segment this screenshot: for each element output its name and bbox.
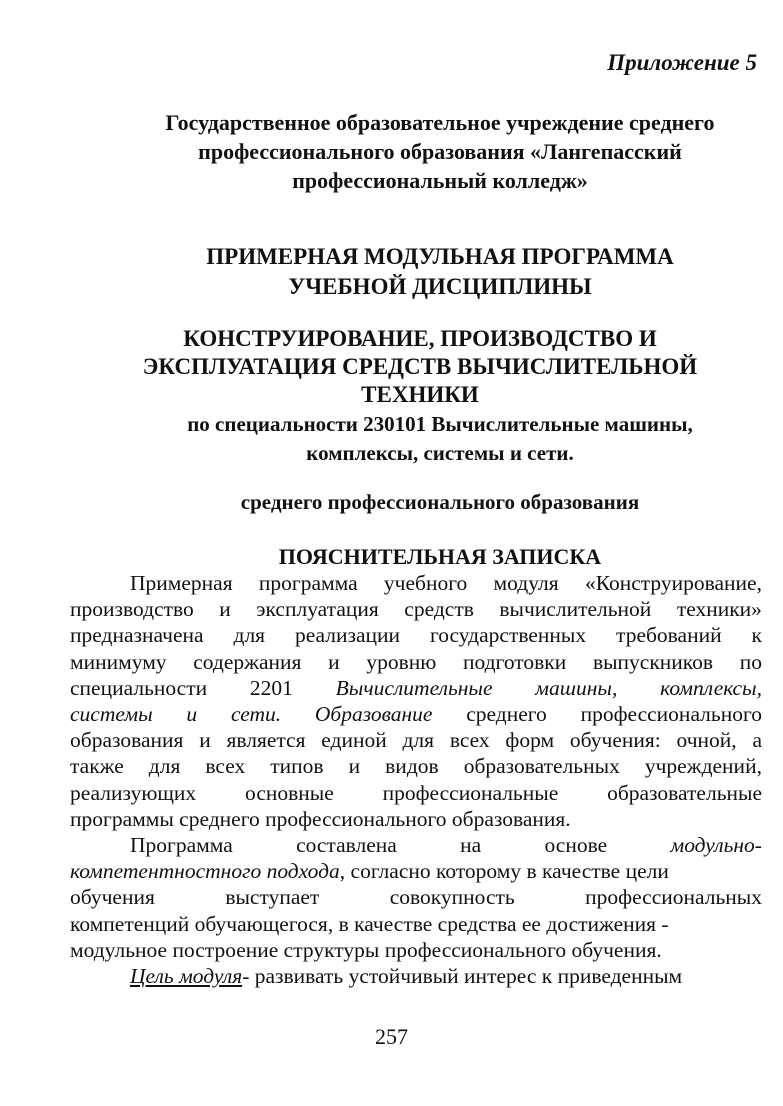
text-line: системы и сети. Образование среднего профессионального (70, 702, 762, 727)
specialty-line: комплексы, системы и сети. (306, 441, 574, 465)
explanatory-note-body (70, 570, 762, 989)
text-line: минимуму содержания и уровню подготовки выпускников по (70, 649, 762, 674)
subject-line: ТЕХНИКИ (361, 382, 479, 407)
text-line: компетентностного подхода , согласно которому в качестве цели (70, 859, 669, 884)
institution-line: профессионального образования «Лангепасский (198, 139, 682, 164)
page-number: 257 (375, 1024, 408, 1049)
specialty (120, 410, 760, 468)
text-line: образования и является единой для всех форм обучения: очной, а (70, 728, 762, 753)
text-line: предназначена для реализации государственных требований к (70, 623, 762, 648)
text-line: программы среднего профессионального образования. (70, 806, 571, 831)
program-title (120, 242, 760, 302)
appendix-label: Приложение 5 (607, 50, 757, 75)
subject-line: КОНСТРУИРОВАНИЕ, ПРОИЗВОДСТВО И (183, 326, 657, 351)
subject-line: ЭКСПЛУАТАЦИЯ СРЕДСТВ ВЫЧИСЛИТЕЛЬНОЙ (142, 354, 698, 379)
text-line: Программа составлена на основе модульно- (130, 833, 762, 858)
specialty-line: по специальности 230101 Вычислительные машины, (187, 412, 693, 436)
text-line: модульное построение структуры профессионального обучения. (70, 937, 662, 962)
text-line: Примерная программа учебного модуля «Конструирование, (130, 571, 762, 595)
text-line: компетенций обучающегося, в качестве средства ее достижения - (70, 911, 669, 936)
explanatory-note-heading: ПОЯСНИТЕЛЬНАЯ ЗАПИСКА (278, 544, 602, 569)
text-line: реализующих основные профессиональные образовательные (70, 780, 762, 805)
text-line: специальности 2201 Вычислительные машины, комплексы, (70, 675, 762, 700)
title-line: УЧЕБНОЙ ДИСЦИПЛИНЫ (288, 274, 592, 299)
text-line: Цель модуля - развивать устойчивый интерес к приведенным (130, 964, 683, 989)
discipline-name (60, 325, 780, 409)
institution-line: профессиональный колледж» (292, 168, 588, 193)
text-line: также для всех типов и видов образовательных учреждений, (70, 754, 762, 779)
title-line: ПРИМЕРНАЯ МОДУЛЬНАЯ ПРОГРАММА (206, 244, 674, 269)
education-level: среднего профессионального образования (240, 490, 640, 514)
text-line: обучения выступает совокупность профессиональных (70, 885, 762, 910)
institution-line: Государственное образовательное учреждение среднего (165, 110, 715, 135)
text-line: производство и эксплуатация средств вычислительной техники» (70, 597, 762, 622)
institution-name (120, 108, 760, 195)
